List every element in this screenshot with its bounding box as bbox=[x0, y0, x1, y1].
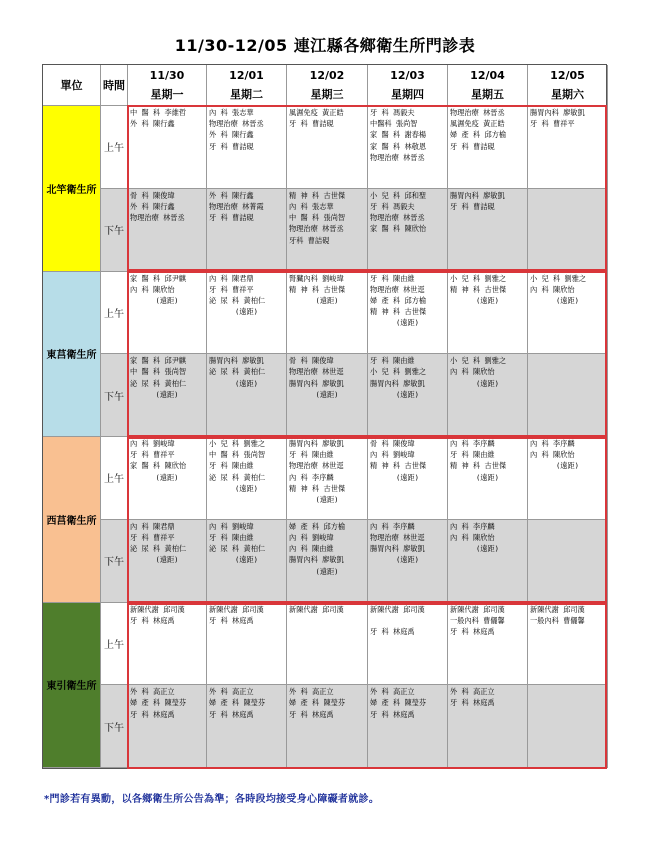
doctor-entry: 內 科 李序麟 bbox=[530, 439, 575, 448]
doctor-entry: 中醫科 張尚智 bbox=[370, 119, 418, 129]
doctor-entry: 新陳代謝 邱司漢 bbox=[450, 604, 505, 614]
doctor-entry: 內 科 陳欣怡 bbox=[130, 284, 175, 294]
period-afternoon: 下午 bbox=[101, 520, 128, 603]
doctor-entry: 新陳代謝 邱司漢 bbox=[130, 604, 185, 614]
schedule-cell bbox=[287, 189, 368, 272]
schedule-cell bbox=[128, 437, 207, 520]
doctor-entry: 物理治療 林晉丞 bbox=[130, 213, 185, 223]
doctor-entry: 物理治療 林世逕 bbox=[289, 461, 344, 471]
schedule-cell bbox=[448, 437, 528, 520]
clinic-name: 西莒衛生所 bbox=[43, 437, 101, 603]
telemedicine-note: (遠距) bbox=[234, 555, 259, 565]
doctor-entry: 物理治療 林晉丞 bbox=[289, 224, 344, 234]
doctor-entry: 腸胃內科 廖敏凱 bbox=[370, 544, 425, 554]
header-weekday: 星期二 bbox=[230, 88, 263, 101]
doctor-entry: 牙 科 曹詰硯 bbox=[209, 213, 254, 223]
header-date: 12/02 bbox=[309, 69, 345, 82]
doctor-entry: 物理治療 林晉丞 bbox=[209, 119, 264, 129]
doctor-entry: 牙 科 曹祥平 bbox=[209, 284, 254, 294]
header-day-mon bbox=[128, 65, 207, 106]
schedule-cell bbox=[448, 106, 528, 189]
page-title: 11/30-12/05 連江縣各鄉衛生所門診表 bbox=[174, 36, 476, 55]
telemedicine-note: (遠距) bbox=[475, 472, 500, 482]
clinic-schedule-table bbox=[42, 64, 607, 769]
doctor-entry: 小 兒 科 劉雅之 bbox=[450, 356, 507, 366]
doctor-entry: 中 醫 科 張尚智 bbox=[130, 367, 187, 377]
schedule-cell bbox=[368, 520, 448, 603]
doctor-entry: 婦 產 科 邱方榆 bbox=[289, 521, 346, 531]
doctor-entry: 牙 科 曹詰硯 bbox=[450, 141, 495, 151]
doctor-entry: 牙 科 陳由維 bbox=[289, 450, 334, 460]
header-time: 時間 bbox=[101, 65, 128, 106]
doctor-entry: 牙 科 林庭禹 bbox=[289, 709, 334, 719]
doctor-entry: 內 科 李序麟 bbox=[370, 521, 415, 531]
doctor-entry: 一般內科 曹儷馨 bbox=[530, 615, 585, 625]
header-day-thu bbox=[368, 65, 448, 106]
schedule-cell bbox=[448, 354, 528, 437]
schedule-cell bbox=[528, 520, 608, 603]
doctor-entry: 新陳代謝 邱司漢 bbox=[209, 604, 264, 614]
telemedicine-note: (遠距) bbox=[475, 378, 500, 388]
schedule-cell bbox=[287, 272, 368, 355]
schedule-cell bbox=[128, 272, 207, 355]
footnote: *門診若有異動，以各鄉衛生所公告為準；各時段均接受身心障礙者就診。 bbox=[44, 794, 380, 805]
doctor-entry: 新陳代謝 邱司漢 bbox=[370, 604, 425, 614]
schedule-cell bbox=[287, 603, 368, 686]
doctor-entry: 家 醫 科 林敬恩 bbox=[370, 141, 427, 151]
doctor-entry: 物理治療 林世逕 bbox=[370, 532, 425, 542]
schedule-cell bbox=[528, 354, 608, 437]
doctor-entry: 內 科 劉峻瑋 bbox=[130, 439, 175, 448]
doctor-entry: 新陳代謝 邱司漢 bbox=[289, 604, 344, 614]
doctor-entry: 小 兒 科 劉雅之 bbox=[370, 367, 427, 377]
header-day-wed bbox=[287, 65, 368, 106]
doctor-entry: 腎臟內科 劉峻瑋 bbox=[289, 273, 344, 283]
doctor-entry: 外 科 高正立 bbox=[209, 687, 254, 697]
clinic-name: 北竿衛生所 bbox=[43, 106, 101, 272]
schedule-cell bbox=[207, 685, 287, 768]
doctor-entry: 物理治療 林晉丞 bbox=[370, 213, 425, 223]
telemedicine-note: (遠距) bbox=[475, 544, 500, 554]
doctor-entry: 牙 科 曹詰硯 bbox=[450, 201, 495, 211]
telemedicine-note: (遠距) bbox=[234, 378, 259, 388]
schedule-cell bbox=[368, 106, 448, 189]
telemedicine-note: (遠距) bbox=[315, 566, 339, 576]
doctor-entry: 牙 科 林庭禹 bbox=[130, 615, 175, 625]
telemedicine-note: (遠距) bbox=[315, 495, 339, 505]
doctor-entry: 精 神 科 古世傑 bbox=[289, 284, 346, 294]
telemedicine-note: (遠距) bbox=[395, 472, 420, 482]
header-date: 11/30 bbox=[149, 69, 185, 82]
doctor-entry: 腸胃內科 廖敏凱 bbox=[530, 108, 585, 117]
doctor-entry: 小 兒 科 劉雅之 bbox=[209, 439, 266, 448]
doctor-entry: 婦 產 科 邱方榆 bbox=[450, 130, 507, 140]
header-weekday: 星期一 bbox=[150, 88, 184, 101]
doctor-entry: 內 科 張志華 bbox=[289, 201, 334, 211]
schedule-cell bbox=[368, 603, 448, 686]
schedule-cell bbox=[528, 272, 608, 355]
schedule-cell bbox=[528, 106, 608, 189]
period-morning: 上午 bbox=[101, 106, 128, 189]
schedule-cell bbox=[287, 437, 368, 520]
header-weekday: 星期五 bbox=[471, 88, 504, 101]
doctor-entry: 婦 產 科 陳瑩芬 bbox=[289, 698, 346, 708]
period-afternoon: 下午 bbox=[101, 354, 128, 437]
telemedicine-note: (遠距) bbox=[155, 295, 179, 305]
schedule-cell bbox=[448, 685, 528, 768]
doctor-entry: 風濕免疫 黃正皓 bbox=[289, 108, 344, 117]
doctor-entry: 小 兒 科 邱和聖 bbox=[370, 190, 427, 200]
doctor-entry: 內 科 陳欣怡 bbox=[450, 367, 495, 377]
doctor-entry: 家 醫 科 陳欣怡 bbox=[370, 224, 427, 234]
doctor-entry: 外 科 陳行鑫 bbox=[130, 119, 175, 129]
doctor-entry: 內 科 劉峻瑋 bbox=[289, 532, 334, 542]
doctor-entry: 外 科 高正立 bbox=[130, 687, 175, 697]
period-morning: 上午 bbox=[101, 603, 128, 686]
doctor-entry: 泌 尿 科 黃柏仁 bbox=[209, 295, 266, 305]
schedule-cell bbox=[287, 106, 368, 189]
doctor-entry: 精 神 科 古世傑 bbox=[370, 461, 427, 471]
doctor-entry: 家 醫 科 邱尹麒 bbox=[130, 273, 187, 283]
doctor-entry: 牙科 曹詰硯 bbox=[289, 235, 330, 245]
doctor-entry: 牙 科 馮毅夫 bbox=[370, 108, 415, 117]
doctor-entry: 精 神 科 古世傑 bbox=[450, 461, 507, 471]
period-morning: 上午 bbox=[101, 272, 128, 355]
header-day-fri bbox=[448, 65, 528, 106]
doctor-entry: 家 醫 科 謝春楊 bbox=[370, 130, 427, 140]
schedule-cell bbox=[528, 685, 608, 768]
doctor-entry: 中 醫 科 張尚智 bbox=[209, 450, 266, 460]
doctor-entry: 牙 科 林庭禹 bbox=[209, 615, 254, 625]
telemedicine-note: (遠距) bbox=[555, 295, 580, 305]
doctor-entry: 精 神 科 古世傑 bbox=[289, 483, 346, 493]
schedule-cell bbox=[528, 189, 608, 272]
doctor-entry: 牙 科 陳由維 bbox=[450, 450, 495, 460]
doctor-entry: 泌 尿 科 黃柏仁 bbox=[130, 544, 187, 554]
doctor-entry: 內 科 陳由維 bbox=[289, 544, 334, 554]
doctor-entry: 牙 科 陳由維 bbox=[370, 356, 415, 366]
doctor-entry: 風濕免疫 黃正皓 bbox=[450, 119, 505, 129]
doctor-entry: 精 神 科 古世傑 bbox=[289, 190, 346, 200]
telemedicine-note: (遠距) bbox=[475, 295, 500, 305]
telemedicine-note: (遠距) bbox=[155, 555, 179, 565]
doctor-entry: 牙 科 林庭禹 bbox=[209, 709, 254, 719]
schedule-cell bbox=[287, 520, 368, 603]
schedule-cell bbox=[368, 437, 448, 520]
doctor-entry: 內 科 張志華 bbox=[209, 108, 254, 117]
doctor-entry: 泌 尿 科 黃柏仁 bbox=[130, 378, 187, 388]
doctor-entry: 內 科 劉峻瑋 bbox=[209, 521, 254, 531]
doctor-entry: 婦 產 科 陳瑩芬 bbox=[209, 698, 266, 708]
header-weekday: 星期三 bbox=[310, 88, 344, 101]
doctor-entry: 外 科 高正立 bbox=[370, 687, 415, 697]
doctor-entry: 骨 科 陳俊瑋 bbox=[289, 356, 334, 366]
schedule-cell bbox=[207, 189, 287, 272]
doctor-entry: 物理治療 林菁霞 bbox=[209, 201, 264, 211]
schedule-cell bbox=[207, 437, 287, 520]
doctor-entry: 泌 尿 科 黃柏仁 bbox=[209, 367, 266, 377]
doctor-entry: 內 科 陳欣怡 bbox=[530, 450, 575, 460]
header-date: 12/04 bbox=[470, 69, 505, 82]
doctor-entry: 牙 科 曹詰硯 bbox=[209, 141, 254, 151]
doctor-entry: 婦 產 科 邱方榆 bbox=[370, 295, 427, 305]
doctor-entry: 腸胃內科 廖敏凱 bbox=[370, 378, 425, 388]
header-weekday: 星期四 bbox=[391, 88, 424, 101]
header-weekday: 星期六 bbox=[551, 88, 584, 101]
schedule-cell bbox=[128, 520, 207, 603]
schedule-cell bbox=[528, 437, 608, 520]
doctor-entry: 腸胃內科 廖敏凱 bbox=[289, 555, 344, 565]
telemedicine-note: (遠距) bbox=[395, 389, 420, 399]
telemedicine-note: (遠距) bbox=[234, 307, 259, 317]
doctor-entry: 內 科 李序麟 bbox=[289, 472, 334, 482]
doctor-entry: 泌 尿 科 黃柏仁 bbox=[209, 544, 266, 554]
doctor-entry: 牙 科 林庭禹 bbox=[370, 626, 415, 636]
header-date: 12/01 bbox=[229, 69, 264, 82]
schedule-cell bbox=[128, 106, 207, 189]
doctor-entry: 小 兒 科 劉雅之 bbox=[450, 273, 507, 283]
doctor-entry: 牙 科 林庭禹 bbox=[130, 709, 175, 719]
period-afternoon: 下午 bbox=[101, 189, 128, 272]
doctor-entry: 牙 科 曹祥平 bbox=[130, 532, 175, 542]
period-morning: 上午 bbox=[101, 437, 128, 520]
schedule-cell bbox=[287, 354, 368, 437]
schedule-cell bbox=[287, 685, 368, 768]
header-date: 12/03 bbox=[390, 69, 425, 82]
schedule-cell bbox=[448, 603, 528, 686]
telemedicine-note: (遠距) bbox=[315, 295, 339, 305]
doctor-entry: 內 科 李序麟 bbox=[450, 521, 495, 531]
doctor-entry: 外 科 陳行鑫 bbox=[209, 190, 254, 200]
schedule-cell bbox=[368, 354, 448, 437]
doctor-entry: 牙 科 曹祥平 bbox=[530, 119, 575, 129]
doctor-entry: 腸胃內科 廖敏凱 bbox=[450, 190, 505, 200]
doctor-entry: 內 科 陳欣怡 bbox=[450, 532, 495, 542]
header-unit: 單位 bbox=[43, 65, 101, 106]
doctor-entry: 物理治療 林晉丞 bbox=[450, 108, 505, 117]
schedule-cell bbox=[528, 603, 608, 686]
schedule-cell bbox=[128, 685, 207, 768]
schedule-cell bbox=[128, 354, 207, 437]
doctor-entry: 牙 科 林庭禹 bbox=[450, 698, 495, 708]
doctor-entry: 中 醫 科 李維哲 bbox=[130, 108, 187, 117]
doctor-entry: 中 醫 科 張尚智 bbox=[289, 213, 346, 223]
doctor-entry: 腸胃內科 廖敏凱 bbox=[289, 378, 344, 388]
telemedicine-note: (遠距) bbox=[395, 318, 420, 328]
doctor-entry: 牙 科 馮毅夫 bbox=[370, 201, 415, 211]
doctor-entry: 外 科 陳行鑫 bbox=[209, 130, 254, 140]
doctor-entry: 牙 科 曹詰硯 bbox=[289, 119, 334, 129]
doctor-entry: 物理治療 林世逕 bbox=[289, 367, 344, 377]
header-date: 12/05 bbox=[550, 69, 585, 82]
schedule-cell bbox=[128, 189, 207, 272]
doctor-entry: 牙 科 陳由維 bbox=[209, 461, 254, 471]
doctor-entry: 新陳代謝 邱司漢 bbox=[530, 604, 585, 614]
schedule-cell bbox=[448, 520, 528, 603]
telemedicine-note: (遠距) bbox=[395, 555, 420, 565]
doctor-entry: 外 科 高正立 bbox=[450, 687, 495, 697]
doctor-entry bbox=[370, 615, 445, 626]
telemedicine-note: (遠距) bbox=[315, 389, 339, 399]
doctor-entry: 家 醫 科 邱尹麒 bbox=[130, 356, 187, 366]
doctor-entry: 內 科 劉峻瑋 bbox=[370, 450, 415, 460]
doctor-entry: 牙 科 林庭禹 bbox=[450, 626, 495, 636]
schedule-cell bbox=[368, 272, 448, 355]
doctor-entry: 一般內科 曹儷馨 bbox=[450, 615, 505, 625]
telemedicine-note: (遠距) bbox=[155, 389, 179, 399]
doctor-entry: 外 科 高正立 bbox=[289, 687, 334, 697]
doctor-entry: 婦 產 科 陳瑩芬 bbox=[370, 698, 427, 708]
header-day-sat bbox=[528, 65, 608, 106]
telemedicine-note: (遠距) bbox=[234, 483, 259, 493]
doctor-entry: 精 神 科 古世傑 bbox=[370, 307, 427, 317]
schedule-cell bbox=[207, 272, 287, 355]
doctor-entry: 精 神 科 古世傑 bbox=[450, 284, 507, 294]
doctor-entry: 牙 科 陳由維 bbox=[370, 273, 415, 283]
clinic-name: 東引衛生所 bbox=[43, 603, 101, 769]
schedule-cell bbox=[207, 106, 287, 189]
schedule-cell bbox=[448, 272, 528, 355]
doctor-entry: 骨 科 陳俊瑋 bbox=[130, 190, 175, 200]
doctor-entry: 物理治療 林晉丞 bbox=[370, 152, 425, 162]
doctor-entry: 婦 產 科 陳瑩芬 bbox=[130, 698, 187, 708]
schedule-cell bbox=[128, 603, 207, 686]
period-afternoon: 下午 bbox=[101, 685, 128, 768]
doctor-entry: 骨 科 陳俊瑋 bbox=[370, 439, 415, 448]
doctor-entry: 牙 科 陳由維 bbox=[209, 532, 254, 542]
doctor-entry: 泌 尿 科 黃柏仁 bbox=[209, 472, 266, 482]
doctor-entry: 小 兒 科 劉雅之 bbox=[530, 273, 587, 283]
doctor-entry: 腸胃內科 廖敏凱 bbox=[209, 356, 264, 366]
schedule-cell bbox=[207, 520, 287, 603]
header-day-tue bbox=[207, 65, 287, 106]
doctor-entry: 內 科 陳欣怡 bbox=[530, 284, 575, 294]
doctor-entry: 腸胃內科 廖敏凱 bbox=[289, 439, 344, 448]
doctor-entry: 牙 科 曹祥平 bbox=[130, 450, 175, 460]
schedule-cell bbox=[207, 354, 287, 437]
doctor-entry: 外 科 陳行鑫 bbox=[130, 201, 175, 211]
doctor-entry: 內 科 陳君鼎 bbox=[209, 273, 254, 283]
clinic-name: 東莒衛生所 bbox=[43, 272, 101, 438]
doctor-entry: 內 科 李序麟 bbox=[450, 439, 495, 448]
doctor-entry: 牙 科 林庭禹 bbox=[370, 709, 415, 719]
schedule-cell bbox=[368, 189, 448, 272]
doctor-entry: 內 科 陳君鼎 bbox=[130, 521, 175, 531]
doctor-entry: 物理治療 林世逕 bbox=[370, 284, 425, 294]
telemedicine-note: (遠距) bbox=[155, 472, 179, 482]
schedule-cell bbox=[368, 685, 448, 768]
schedule-cell bbox=[207, 603, 287, 686]
doctor-entry: 家 醫 科 陳欣怡 bbox=[130, 461, 187, 471]
schedule-cell bbox=[448, 189, 528, 272]
telemedicine-note: (遠距) bbox=[555, 461, 580, 471]
